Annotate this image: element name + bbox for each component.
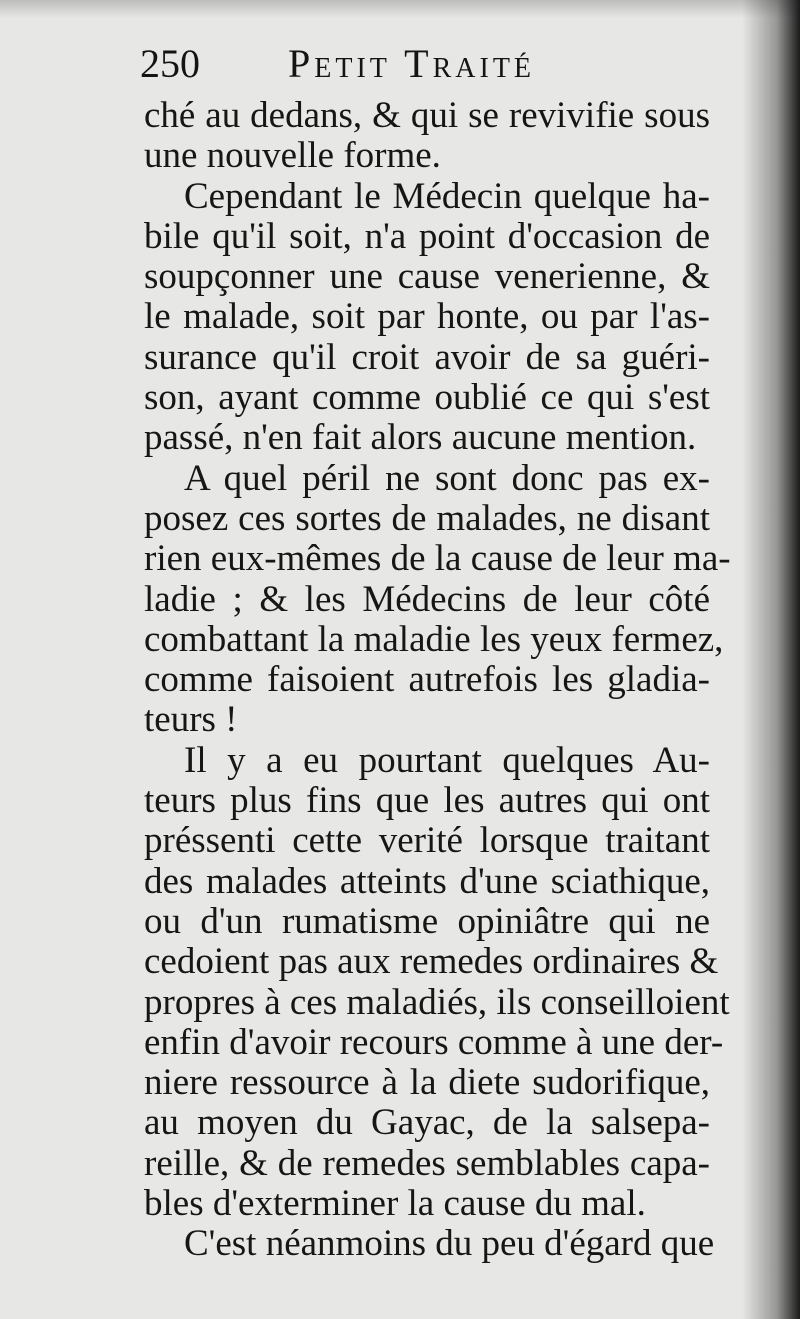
text-line: bles d'exterminer la cause du mal.	[144, 1183, 646, 1225]
text-line: cedoient pas aux remedes ordinaires &	[144, 941, 719, 983]
text-line: rien eux-mêmes de la cause de leur ma-	[144, 538, 731, 580]
running-head	[140, 40, 620, 92]
text-line: son, ayant comme oublié ce qui s'est	[144, 377, 710, 419]
text-line: posez ces sortes de malades, ne disant	[144, 497, 710, 539]
text-line: passé, n'en fait alors aucune mention.	[144, 417, 697, 459]
page-number: 250	[140, 41, 200, 86]
text-line: le malade, soit par honte, ou par l'as-	[144, 296, 710, 338]
text-line: surance qu'il croit avoir de sa guéri-	[144, 336, 710, 378]
text-line: A quel péril ne sont donc pas ex-	[184, 457, 710, 499]
text-line: une nouvelle forme.	[144, 135, 441, 177]
text-line: préssenti cette verité lorsque traitant	[144, 820, 710, 862]
text-line: ladie ; & les Médecins de leur côté	[144, 578, 710, 620]
text-line: teurs !	[144, 699, 238, 741]
text-line: comme faisoient autrefois les gladia-	[144, 659, 710, 701]
text-line: soupçonner une cause venerienne, &	[144, 256, 710, 298]
text-line: combattant la maladie les yeux fermez,	[144, 618, 724, 660]
text-line: teurs plus fins que les autres qui ont	[144, 780, 710, 822]
text-line: bile qu'il soit, n'a point d'occasion de	[144, 215, 710, 257]
text-line: C'est néanmoins du peu d'égard que	[184, 1223, 715, 1265]
text-line: Cependant le Médecin quelque ha-	[184, 175, 710, 217]
page-top-shadow	[0, 0, 800, 18]
text-line: au moyen du Gayac, de la salsepa-	[144, 1102, 710, 1144]
body-text	[144, 95, 731, 1265]
text-line: reille, & de remedes semblables capa-	[144, 1142, 710, 1184]
text-line: propres à ces maladiés, ils conseilloient	[144, 981, 730, 1023]
text-line: enfin d'avoir recours comme à une der-	[144, 1021, 724, 1063]
text-line: niere ressource à la diete sudorifique,	[144, 1062, 710, 1104]
text-line: ou d'un rumatisme opiniâtre qui ne	[144, 900, 710, 942]
page-gutter-shadow	[742, 0, 800, 1319]
text-line: des malades atteints d'une sciathique,	[144, 860, 710, 902]
running-title: Petit Traité	[288, 41, 536, 86]
text-line: ché au dedans, & qui se revivifie sous	[144, 95, 710, 136]
text-line: Il y a eu pourtant quelques Au-	[184, 739, 710, 781]
